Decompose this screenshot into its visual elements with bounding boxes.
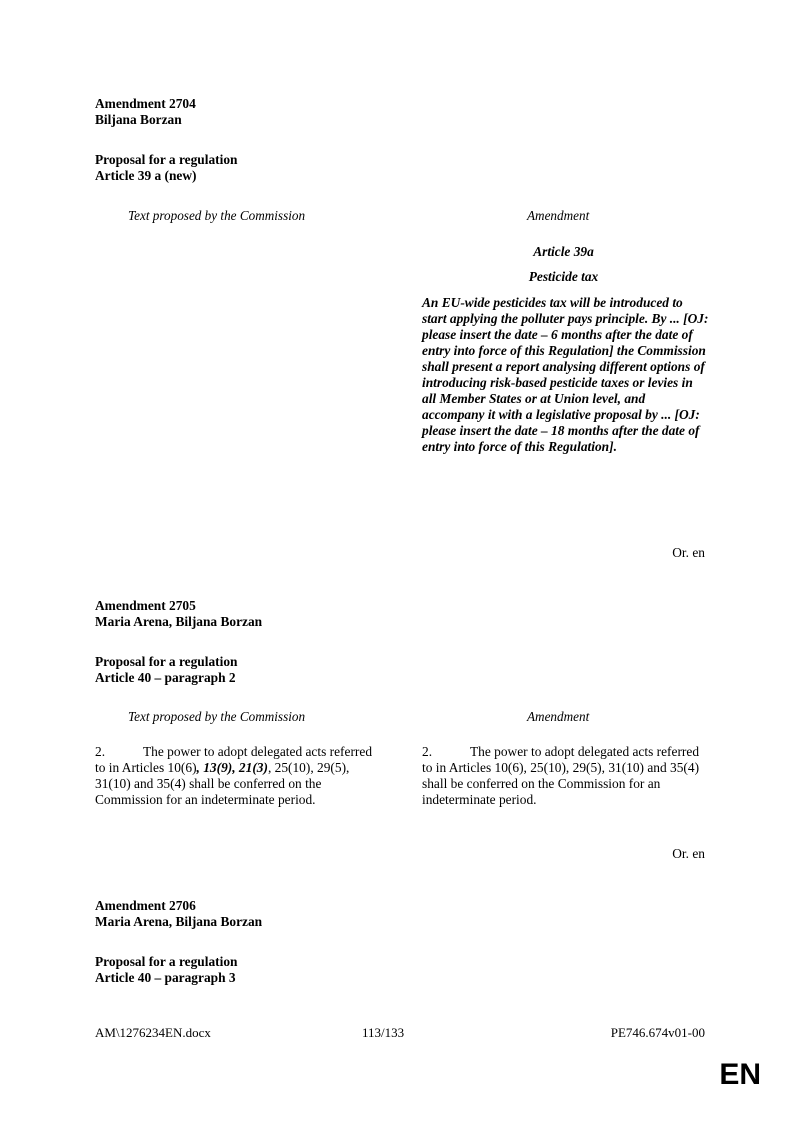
footer-page-number: 113/133	[362, 1025, 405, 1040]
column-head-amendment: Amendment	[527, 709, 590, 724]
amendment-2705-header	[95, 598, 495, 630]
amendment-text: An EU-wide pesticides tax will be introduced to start applying the polluter pays principle. By ... [OJ: please insert the date – 6 months after the date of entry into force of this Regulation] the Commission shall present a report analysing different options of introducing risk-based pesticide taxes or levies in all Member States or at Union level, and accompany it with a legislative proposal by ... [OJ: please insert the date – 18 months after the date of entry into force of this Regulation].	[422, 295, 709, 454]
amendment-authors: Biljana Borzan	[95, 112, 182, 127]
proposal-label: Proposal for a regulation	[95, 654, 238, 669]
amendment-title: Amendment 2705	[95, 598, 196, 613]
column-head-commission: Text proposed by the Commission	[128, 709, 306, 724]
amended-text	[422, 744, 712, 808]
column-head-amendment: Amendment	[527, 208, 590, 223]
article-label: Article 40 – paragraph 3	[95, 970, 236, 985]
proposal-label: Proposal for a regulation	[95, 152, 238, 167]
deleted-text: , 13(9), 21(3)	[196, 760, 268, 775]
paragraph-number: 2.	[422, 744, 433, 759]
column-head-commission: Text proposed by the Commission	[128, 208, 306, 223]
commission-text-part-b: , 25(10), 29(5), 31(10) and 35(4) shall be conferred on the Commission for an indeterminate period.	[95, 760, 350, 807]
commission-text-part-a: The power to adopt delegated acts referred to in Articles 10(6)	[95, 744, 373, 775]
amended-text-body: The power to adopt delegated acts referred to in Articles 10(6), 25(10), 29(5), 31(10) and 35(4) shall be conferred on the Commission for an indeterminate period.	[422, 744, 700, 807]
amendment-2706-header	[95, 898, 495, 930]
new-article-title: Article 39a	[533, 244, 594, 259]
amendment-authors: Maria Arena, Biljana Borzan	[95, 614, 263, 629]
commission-text	[95, 744, 385, 808]
amendment-title: Amendment 2706	[95, 898, 196, 913]
amendment-authors: Maria Arena, Biljana Borzan	[95, 914, 263, 929]
original-language: Or. en	[672, 846, 705, 861]
paragraph-number: 2.	[95, 744, 106, 759]
article-label: Article 39 a (new)	[95, 168, 197, 183]
footer-doc-ref: AM\1276234EN.docx	[95, 1025, 211, 1040]
language-badge: EN	[719, 1058, 761, 1091]
article-label: Article 40 – paragraph 2	[95, 670, 236, 685]
amendment-2706-reference	[95, 954, 495, 986]
amendment-2705-reference	[95, 654, 495, 686]
amendment-title: Amendment 2704	[95, 96, 196, 111]
amendment-2704-header	[95, 96, 495, 128]
proposal-label: Proposal for a regulation	[95, 954, 238, 969]
original-language: Or. en	[672, 545, 705, 560]
footer-pe-number: PE746.674v01-00	[610, 1025, 705, 1040]
amendment-2704-reference	[95, 152, 495, 184]
new-article-subtitle: Pesticide tax	[528, 269, 599, 284]
